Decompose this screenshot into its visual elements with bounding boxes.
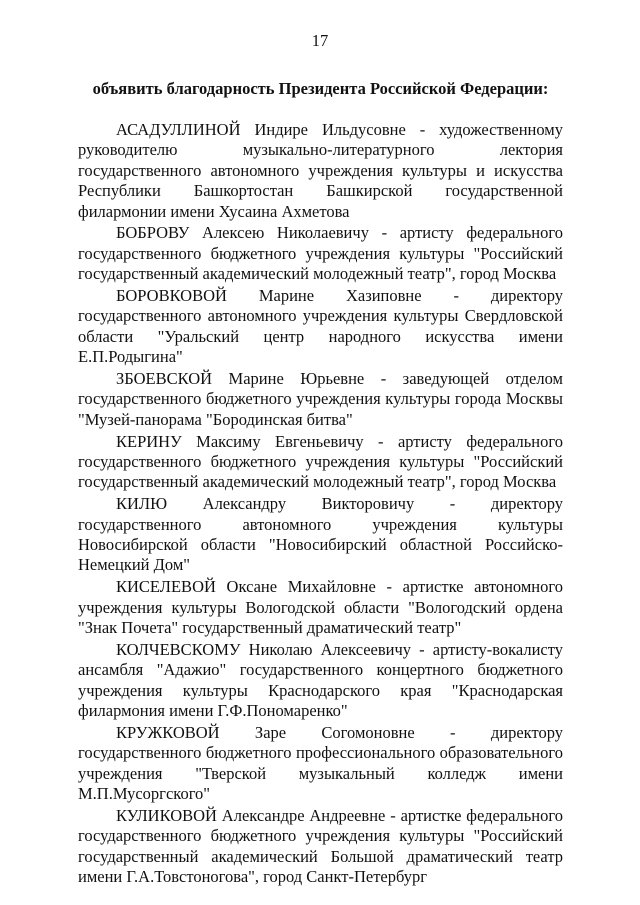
page-number: 17	[311, 31, 329, 50]
award-entry: АСАДУЛЛИНОЙ Индире Ильдусовне - художественному руководителю музыкально-литературного лектория государственного автономного учреждения культуры и искусства Республики Башкортостан Башкирской государственной филармонии имени Хусаина Ахметова	[78, 120, 563, 221]
award-entry: КИЛЮ Александру Викторовичу - директору государственного автономного учреждения культуры Новосибирской области "Новосибирский областной Российско-Немецкий Дом"	[78, 494, 563, 575]
award-entry: БОБРОВУ Алексею Николаевичу - артисту федерального государственного бюджетного учреждения культуры "Российский государственный академический молодежный театр", город Москва	[78, 223, 563, 284]
award-entry: КЕРИНУ Максиму Евгеньевичу - артисту федерального государственного бюджетного учреждения культуры "Российский государственный академический молодежный театр", город Москва	[78, 431, 563, 492]
award-entry: КИСЕЛЕВОЙ Оксане Михайловне - артистке автономного учреждения культуры Вологодской области "Вологодский ордена "Знак Почета" государственный драматический театр"	[78, 577, 563, 638]
award-entry: КОЛЧЕВСКОМУ Николаю Алексеевичу - артисту-вокалисту ансамбля "Адажио" государственного концертного бюджетного учреждения культуры Краснодарского края "Краснодарская филармония имени Г.Ф.Пономаренко"	[78, 639, 563, 721]
award-entry: БОРОВКОВОЙ Марине Хазиповне - директору государственного автономного учреждения культуры Свердловской области "Уральский центр народного искусства имени Е.П.Родыгина"	[78, 286, 563, 367]
award-list	[78, 120, 563, 889]
award-entry: КРУЖКОВОЙ Заре Согомоновне - директору государственного бюджетного профессионального образовательного учреждения "Тверской музыкальный колледж имени М.П.Мусоргского"	[78, 722, 563, 804]
award-entry: ЗБОЕВСКОЙ Марине Юрьевне - заведующей отделом государственного бюджетного учреждения культуры города Москвы "Музей-панорама "Бородинская битва"	[78, 369, 563, 429]
award-entry: КУЛИКОВОЙ Александре Андреевне - артистке федерального государственного бюджетного учреждения культуры "Российский государственный академический Большой драматический театр имени Г.А.Товстоногова", город Санкт-Петербург	[78, 805, 563, 887]
section-heading: объявить благодарность Президента Российской Федерации:	[92, 79, 549, 98]
